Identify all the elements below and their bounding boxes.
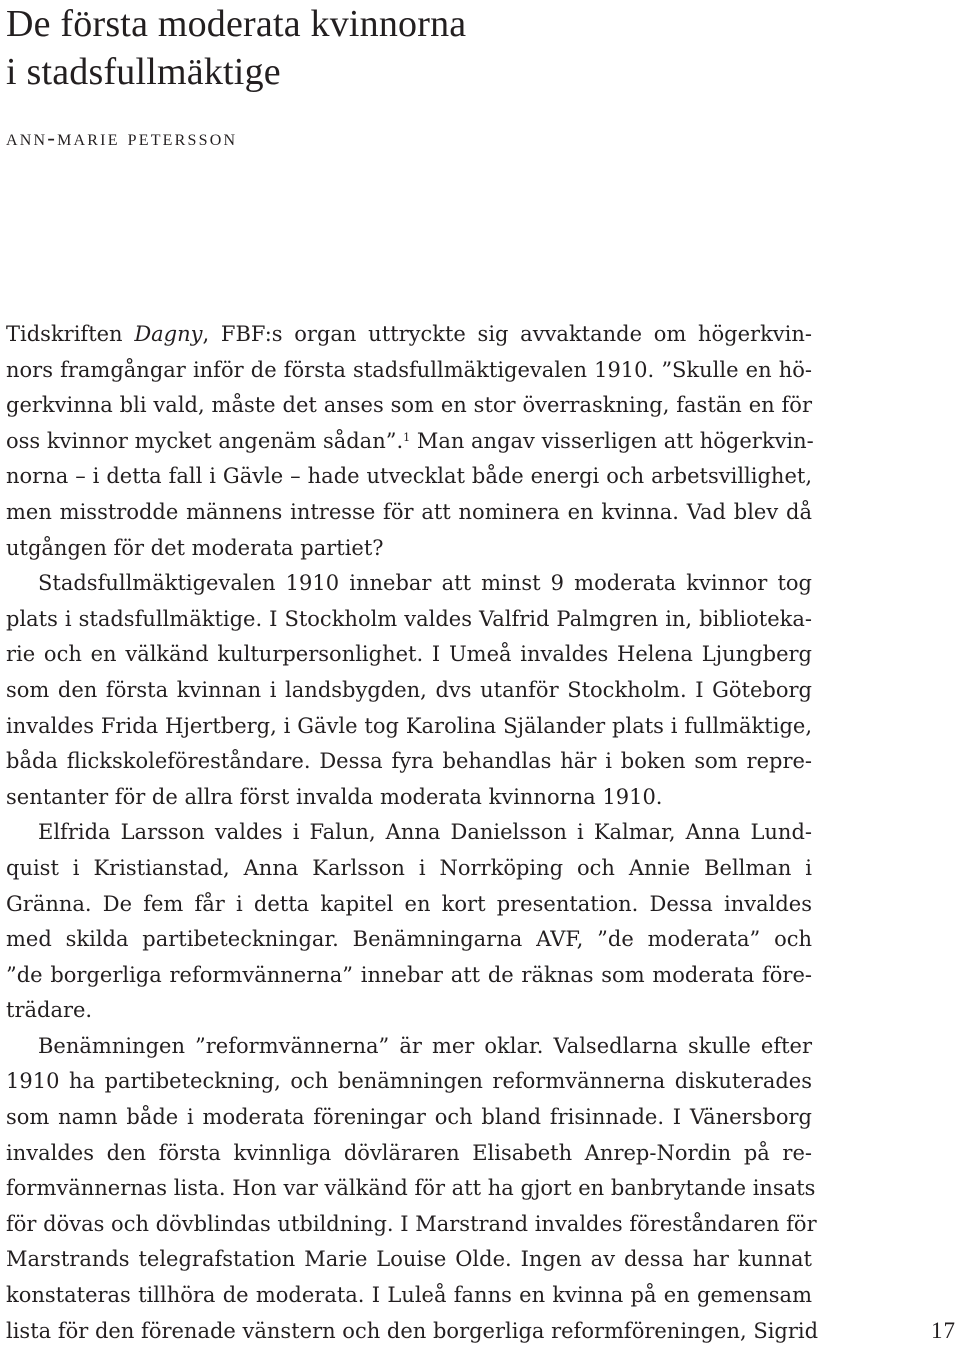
text-line: men misstrodde männens intresse för att nominera en kvinna. Vad blev då bbox=[6, 499, 812, 524]
text-line: invaldes den första kvinnliga dövläraren Elisabeth Anrep-Nordin på re- bbox=[6, 1140, 812, 1165]
text-line: Elfrida Larsson valdes i Falun, Anna Danielsson i Kalmar, Anna Lund- bbox=[38, 820, 812, 845]
text-line: trädare. bbox=[6, 998, 93, 1023]
text-line: båda flickskoleföreståndare. Dessa fyra behandlas här i boken som repre- bbox=[6, 749, 812, 774]
text-line: Benämningen ”reformvännerna” är mer oklar. Valsedlarna skulle efter bbox=[38, 1033, 812, 1058]
text-line: lista för den förenade vänstern och den borgerliga reformföreningen, Sigrid bbox=[6, 1318, 819, 1343]
text-line: rie och en välkänd kulturpersonlighet. I Umeå invaldes Helena Ljungberg bbox=[6, 642, 812, 667]
page-number: 17 bbox=[931, 1318, 956, 1343]
text-line: nors framgångar inför de första stadsfullmäktigevalen 1910. ”Skulle en hö- bbox=[6, 357, 812, 382]
text-line: sentanter för de allra först invalda moderata kvinnorna 1910. bbox=[6, 784, 663, 809]
text-line: med skilda partibeteckningar. Benämningarna AVF, ”de moderata” och bbox=[6, 927, 812, 952]
publication-title: Dagny bbox=[134, 322, 203, 346]
text-line: 1910 ha partibeteckning, och benämningen reformvännerna diskuterades bbox=[6, 1069, 812, 1094]
text-line: norna – i detta fall i Gävle – hade utvecklat både energi och arbetsvillighet, bbox=[6, 464, 812, 489]
text-line: som den första kvinnan i landsbygden, dvs utanför Stockholm. I Göteborg bbox=[6, 677, 812, 702]
author-name: ann-marie petersson bbox=[6, 125, 238, 150]
body-text bbox=[6, 317, 819, 1349]
text-line: Marstrands telegrafstation Marie Louise Olde. Ingen av dessa har kunnat bbox=[6, 1247, 812, 1272]
text-line: utgången för det moderata partiet? bbox=[6, 535, 384, 560]
text-line: formvännernas lista. Hon var välkänd för att ha gjort en banbrytande insats bbox=[6, 1176, 816, 1201]
text-line: för dövas och dövblindas utbildning. I Marstrand invaldes föreståndaren för bbox=[6, 1211, 817, 1236]
text-line: Gränna. De fem får i detta kapitel en kort presentation. Dessa invaldes bbox=[6, 891, 812, 916]
text-line: Tidskriften Dagny, FBF:s organ uttryckte sig avvaktande om högerkvin- bbox=[6, 322, 813, 346]
text-line: plats i stadsfullmäktige. I Stockholm valdes Valfrid Palmgren in, biblioteka- bbox=[6, 606, 812, 631]
text-line: Stadsfullmäktigevalen 1910 innebar att minst 9 moderata kvinnor tog bbox=[38, 571, 812, 596]
chapter-title bbox=[6, 0, 906, 96]
text-line: gerkvinna bli vald, måste det anses som en stor överraskning, fastän en för bbox=[6, 393, 812, 418]
text-line: som namn både i moderata föreningar och bland frisinnade. I Vänersborg bbox=[6, 1105, 812, 1130]
chapter-title-line-2: i stadsfullmäktige bbox=[6, 51, 281, 93]
text-line: ”de borgerliga reformvännerna” innebar att de räknas som moderata före- bbox=[6, 962, 812, 987]
text-line: invaldes Frida Hjertberg, i Gävle tog Karolina Själander plats i fullmäktige, bbox=[6, 713, 812, 738]
footnote-ref: 1 bbox=[403, 430, 411, 444]
chapter-title-line-1: De första moderata kvinnorna bbox=[6, 3, 467, 45]
text-line: konstateras tillhöra de moderata. I Luleå fanns en kvinna på en gemensam bbox=[6, 1283, 812, 1308]
text-line: quist i Kristianstad, Anna Karlsson i Norrköping och Annie Bellman i bbox=[6, 855, 812, 880]
text-line: oss kvinnor mycket angenäm sådan”.$^1$ Man angav visserligen att högerkvin- bbox=[6, 428, 814, 453]
